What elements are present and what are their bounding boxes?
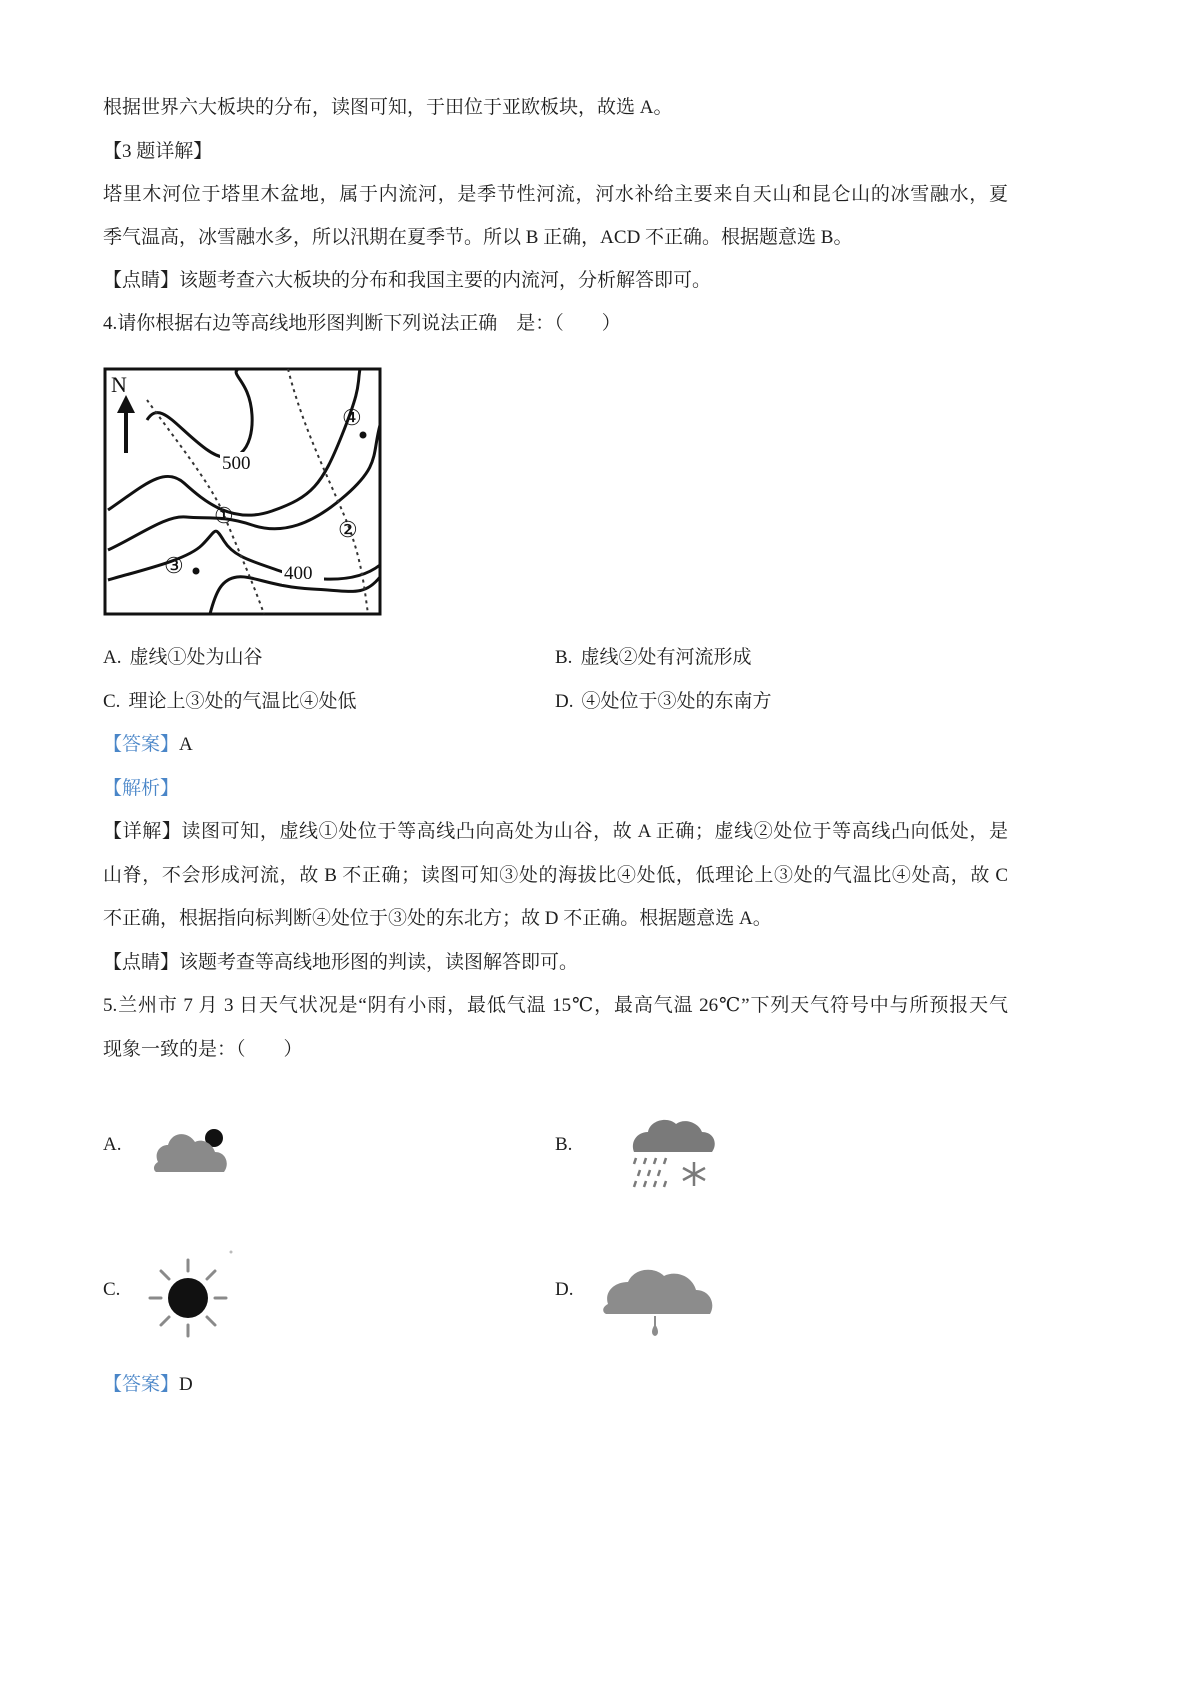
snowflake-icon [683,1162,705,1186]
q4-detail-line: 山脊，不会形成河流，故 B 不正确；读图可知③处的海拔比④处低，低理论上③处的气温比④处高，故 C [103,865,1008,886]
q4-tip: 【点睛】该题考查等高线地形图的判读，读图解答即可。 [103,952,579,973]
q4-option-c [103,689,356,715]
q5-answer [103,1372,193,1398]
q4-answer [103,732,193,758]
option-text: 虚线①处为山谷 [129,647,263,668]
q5-option-d-letter: D. [555,1279,574,1300]
option-letter: C. [103,691,121,712]
q4-detail-line: 不正确，根据指向标判断④处位于③处的东北方；故 D 不正确。根据题意选 A。 [103,908,772,929]
point-4 [360,432,367,439]
q5-option-c-letter: C. [103,1279,121,1300]
q3-detail-header: 【3 题详解】 [103,141,213,162]
option-text: 虚线②处有河流形成 [580,647,752,668]
q4-option-b [555,645,751,671]
option-letter: A. [103,647,122,668]
q5-stem-line: 5.兰州市 7 月 3 日天气状况是“阴有小雨，最低气温 15℃，最高气温 26℃”下列天气符号中与所预报天气 [103,995,1008,1016]
analysis-tag: 【解析】 [103,778,180,799]
option-letter: D. [555,691,574,712]
marker-2: ② [338,517,358,542]
answer-tag: 【答案】 [103,1374,180,1395]
q3-detail-line: 塔里木河位于塔里木盆地，属于内流河，是季节性河流，河水补给主要来自天山和昆仑山的冰雪融水，夏 [103,184,1008,205]
answer-tag: 【答案】 [103,734,180,755]
q4-option-d [555,689,772,715]
contour-map [102,365,388,621]
answer-value: A [179,734,193,755]
q3-tip: 【点睛】该题考查六大板块的分布和我国主要的内流河，分析解答即可。 [103,270,712,291]
q4-analysis-header [103,776,179,802]
rain-snow-icon [628,1118,718,1194]
point-3 [193,568,200,575]
marker-3: ③ [164,553,184,578]
q5-option-a-letter: A. [103,1134,122,1155]
q4-stem: 4.请你根据右边等高线地形图判断下列说法正确 是：（ ） [103,313,621,334]
option-letter: B. [555,647,573,668]
contour-label-400: 400 [284,563,313,584]
north-label: N [111,372,127,397]
q5-stem-line: 现象一致的是：（ ） [103,1039,303,1060]
marker-1: ① [214,503,234,528]
partly-cloudy-icon [150,1122,232,1178]
q3-answer-text: 根据世界六大板块的分布，读图可知，于田位于亚欧板块，故选 A。 [103,97,673,118]
sunny-icon [140,1245,240,1345]
q3-detail-line: 季气温高，冰雪融水多，所以汛期在夏季节。所以 B 正确，ACD 不正确。根据题意选 B。 [103,227,853,248]
option-text: ④处位于③处的东南方 [581,691,772,712]
raindrop-icon [652,1324,658,1336]
q4-detail-line: 【详解】读图可知，虚线①处位于等高线凸向高处为山谷，故 A 正确；虚线②处位于等高线凸向低处，是 [103,821,1008,842]
marker-4: ④ [342,405,362,430]
contour-label-500: 500 [222,453,251,474]
q4-option-a [103,645,263,671]
q5-option-b-letter: B. [555,1134,573,1155]
option-text: 理论上③处的气温比④处低 [128,691,357,712]
light-rain-icon [600,1264,718,1340]
answer-value: D [179,1374,193,1395]
